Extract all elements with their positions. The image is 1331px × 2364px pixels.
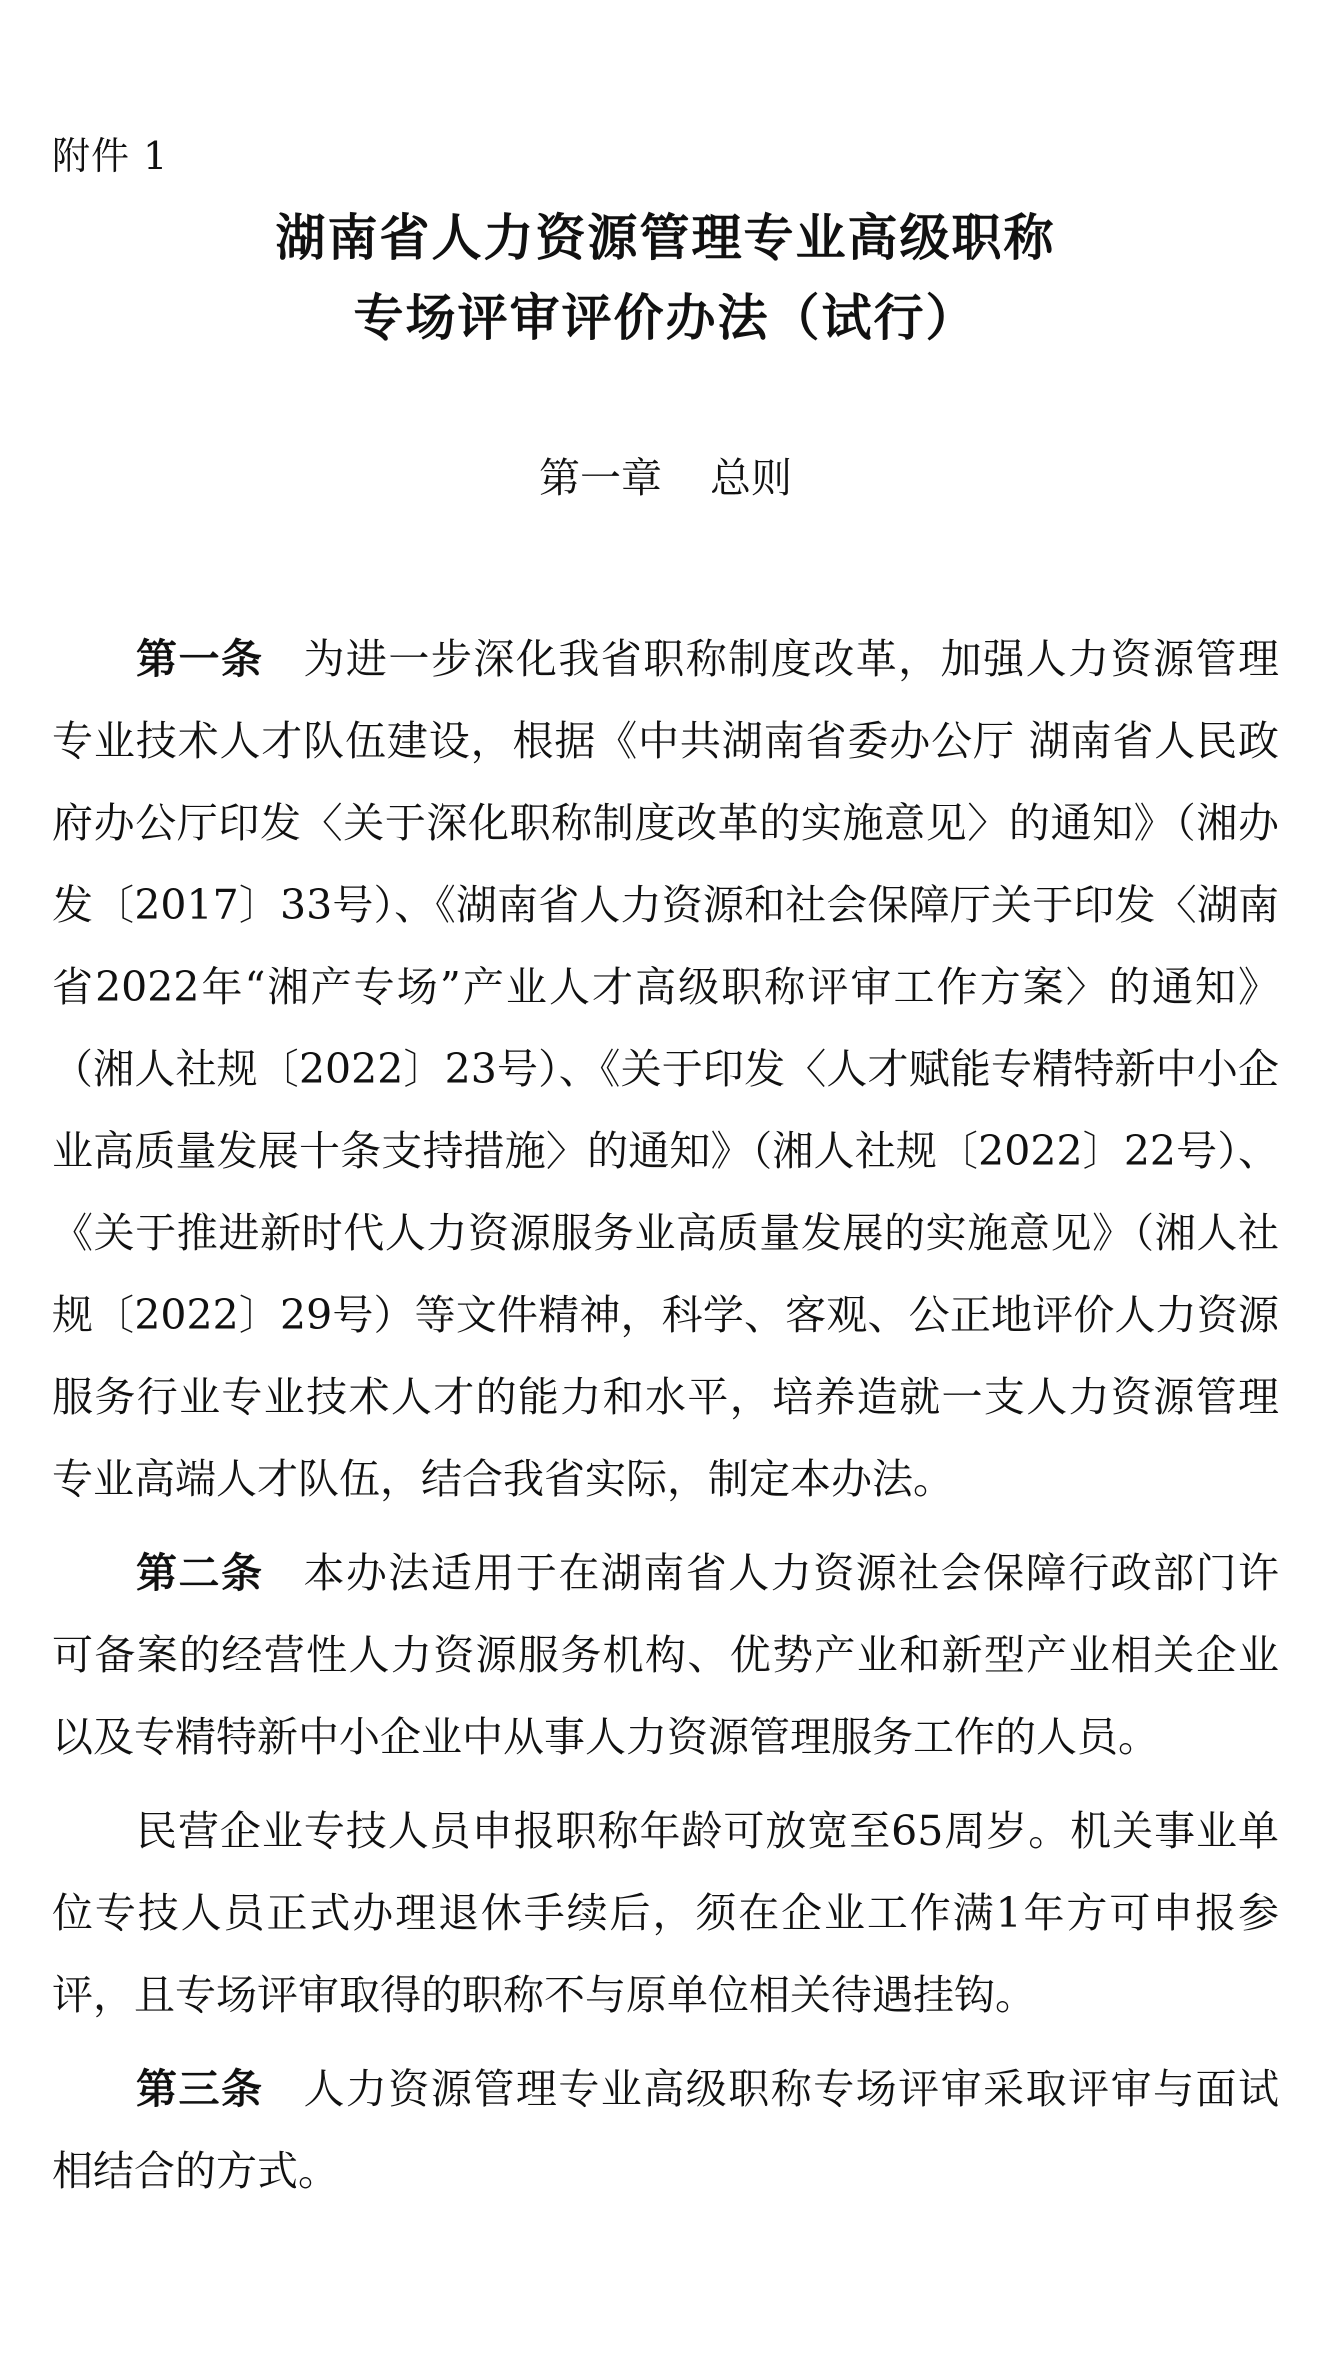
article-3 <box>52 2048 1279 2212</box>
chapter-heading <box>0 448 1331 508</box>
title-line-1: 湖南省人力资源管理专业高级职称 <box>275 209 1056 267</box>
chapter-name: 总则 <box>710 454 792 502</box>
paragraph-text: 民营企业专技人员申报职称年龄可放宽至65周岁。机关事业单位专技人员正式办理退休手续后，须在企业工作满1年方可申报参评，且专场评审取得的职称不与原单位相关待遇挂钩。 <box>52 1807 1279 2019</box>
article-text: 为进一步深化我省职称制度改革，加强人力资源管理专业技术人才队伍建设，根据《中共湖南省委办公厅 湖南省人民政府办公厅印发〈关于深化职称制度改革的实施意见〉的通知》（湘办发〔2017〕33号）、《湖南省人力资源和社会保障厅关于印发〈湖南省2022年“湘产专场”产业人才高级职称评审工作方案〉的通知》（湘人社规〔2022〕23号）、《关于印发〈人才赋能专精特新中小企业高质量发展十条支持措施〉的通知》（湘人社规〔2022〕22号）、《关于推进新时代人力资源服务业高质量发展的实施意见》（湘人社规〔2022〕29号）等文件精神，科学、客观、公正地评价人力资源服务行业专业技术人才的能力和水平，培养造就一支人力资源管理专业高端人才队伍，结合我省实际，制定本办法。 <box>52 635 1280 1503</box>
article-1 <box>52 618 1279 1520</box>
article-label: 第二条 <box>136 1549 264 1597</box>
chapter-number: 第一章 <box>539 454 662 502</box>
article-label: 第一条 <box>136 635 264 683</box>
article-2-supplement <box>52 1790 1279 2036</box>
article-text: 人力资源管理专业高级职称专场评审采取评审与面试相结合的方式。 <box>52 2065 1280 2195</box>
article-text: 本办法适用于在湖南省人力资源社会保障行政部门许可备案的经营性人力资源服务机构、优势产业和新型产业相关企业以及专精特新中小企业中从事人力资源管理服务工作的人员。 <box>52 1549 1280 1761</box>
title-line-2: 专场评审评价办法（试行） <box>353 289 978 347</box>
document-body <box>52 618 1279 2224</box>
document-title <box>0 198 1331 358</box>
article-2 <box>52 1532 1279 1778</box>
attachment-label: 附件 1 <box>52 134 169 178</box>
article-label: 第三条 <box>136 2065 264 2113</box>
